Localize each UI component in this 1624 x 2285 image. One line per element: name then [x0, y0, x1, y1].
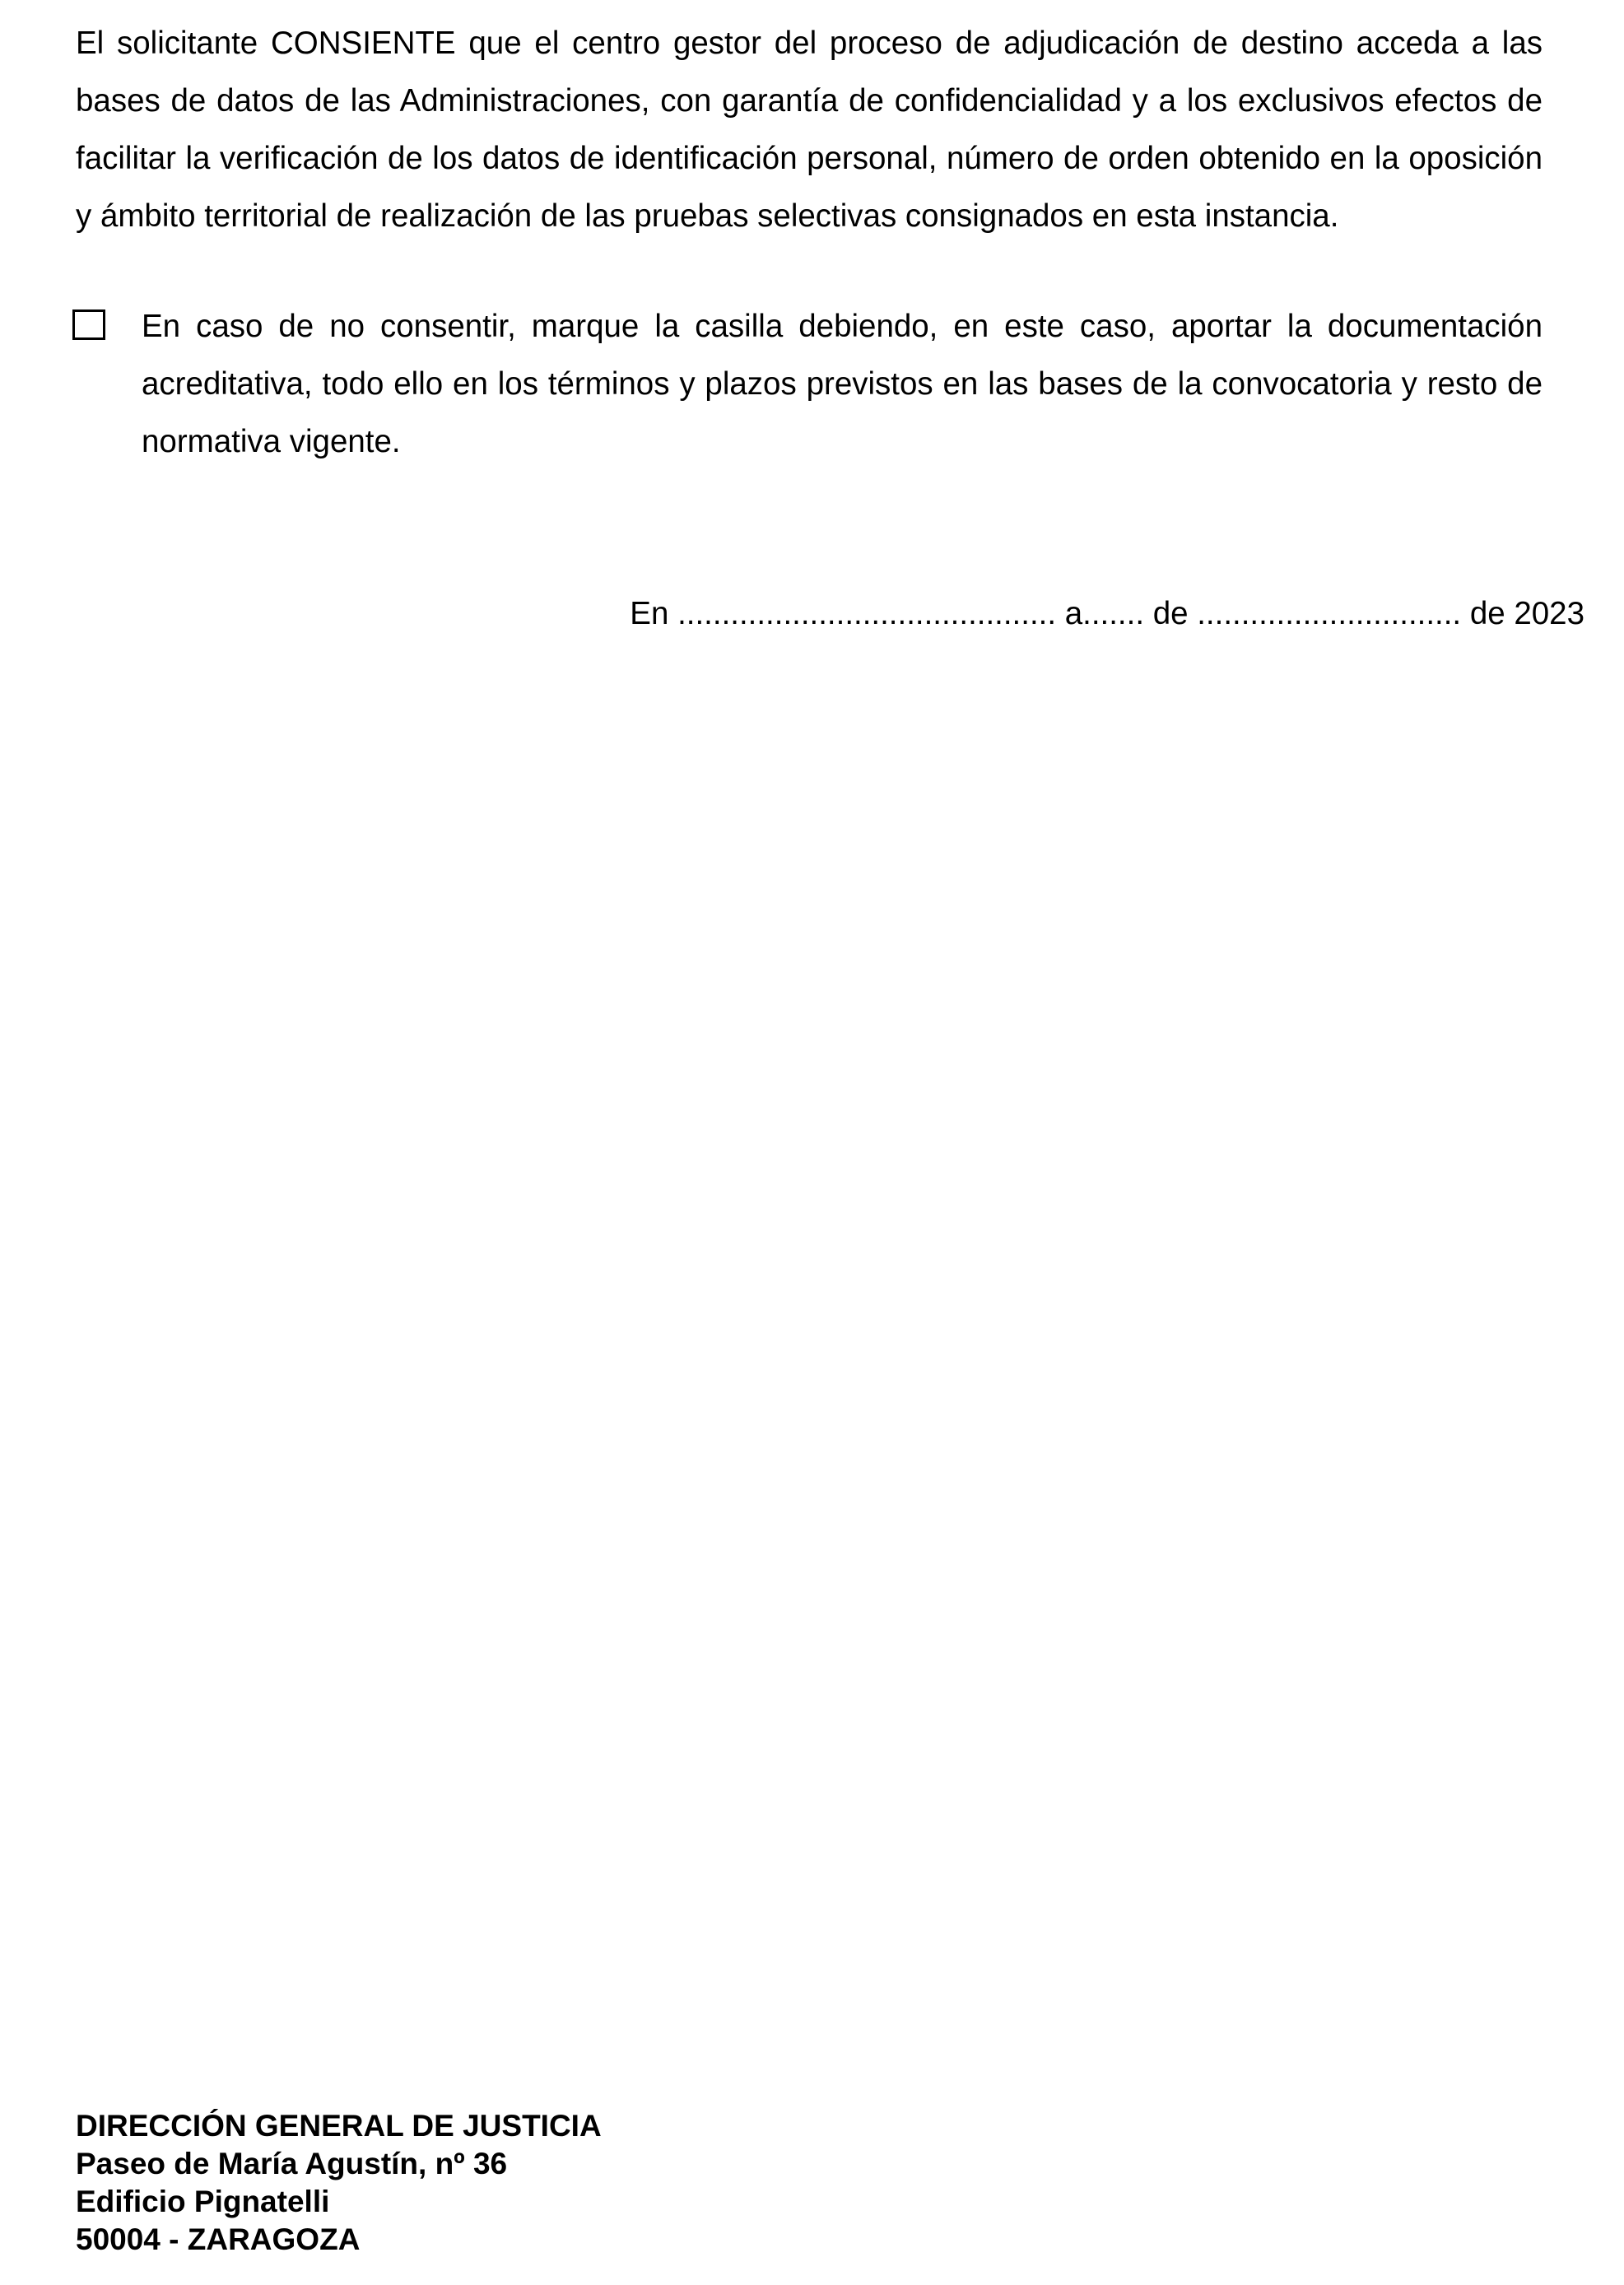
footer-line-building: Edificio Pignatelli: [76, 2185, 330, 2218]
footer-line-city: 50004 - ZARAGOZA: [76, 2222, 361, 2256]
opt-out-checkbox[interactable]: [72, 309, 105, 340]
footer-line-organization: DIRECCIÓN GENERAL DE JUSTICIA: [76, 2109, 602, 2143]
place-date-line: En ........................................... a....... de .............................. de 2023: [630, 596, 1584, 631]
consent-paragraph: El solicitante CONSIENTE que el centro gestor del proceso de adjudicación de destino acceda a las bases de datos de las Administraciones, con garantía de confidencialidad y a los exclusivos efectos de facilitar la verificación de los datos de identificación personal, número de orden obtenido en la oposición y ámbito territorial de realización de las pruebas selectivas consignados en esta instancia.: [76, 26, 1543, 234]
opt-out-text: En caso de no consentir, marque la casilla debiendo, en este caso, aportar la documentación acreditativa, todo ello en los términos y plazos previstos en las bases de la convocatoria y resto de normativa vigente.: [142, 309, 1543, 459]
footer-address: [76, 2107, 602, 2259]
footer-line-street: Paseo de María Agustín, nº 36: [76, 2147, 508, 2180]
